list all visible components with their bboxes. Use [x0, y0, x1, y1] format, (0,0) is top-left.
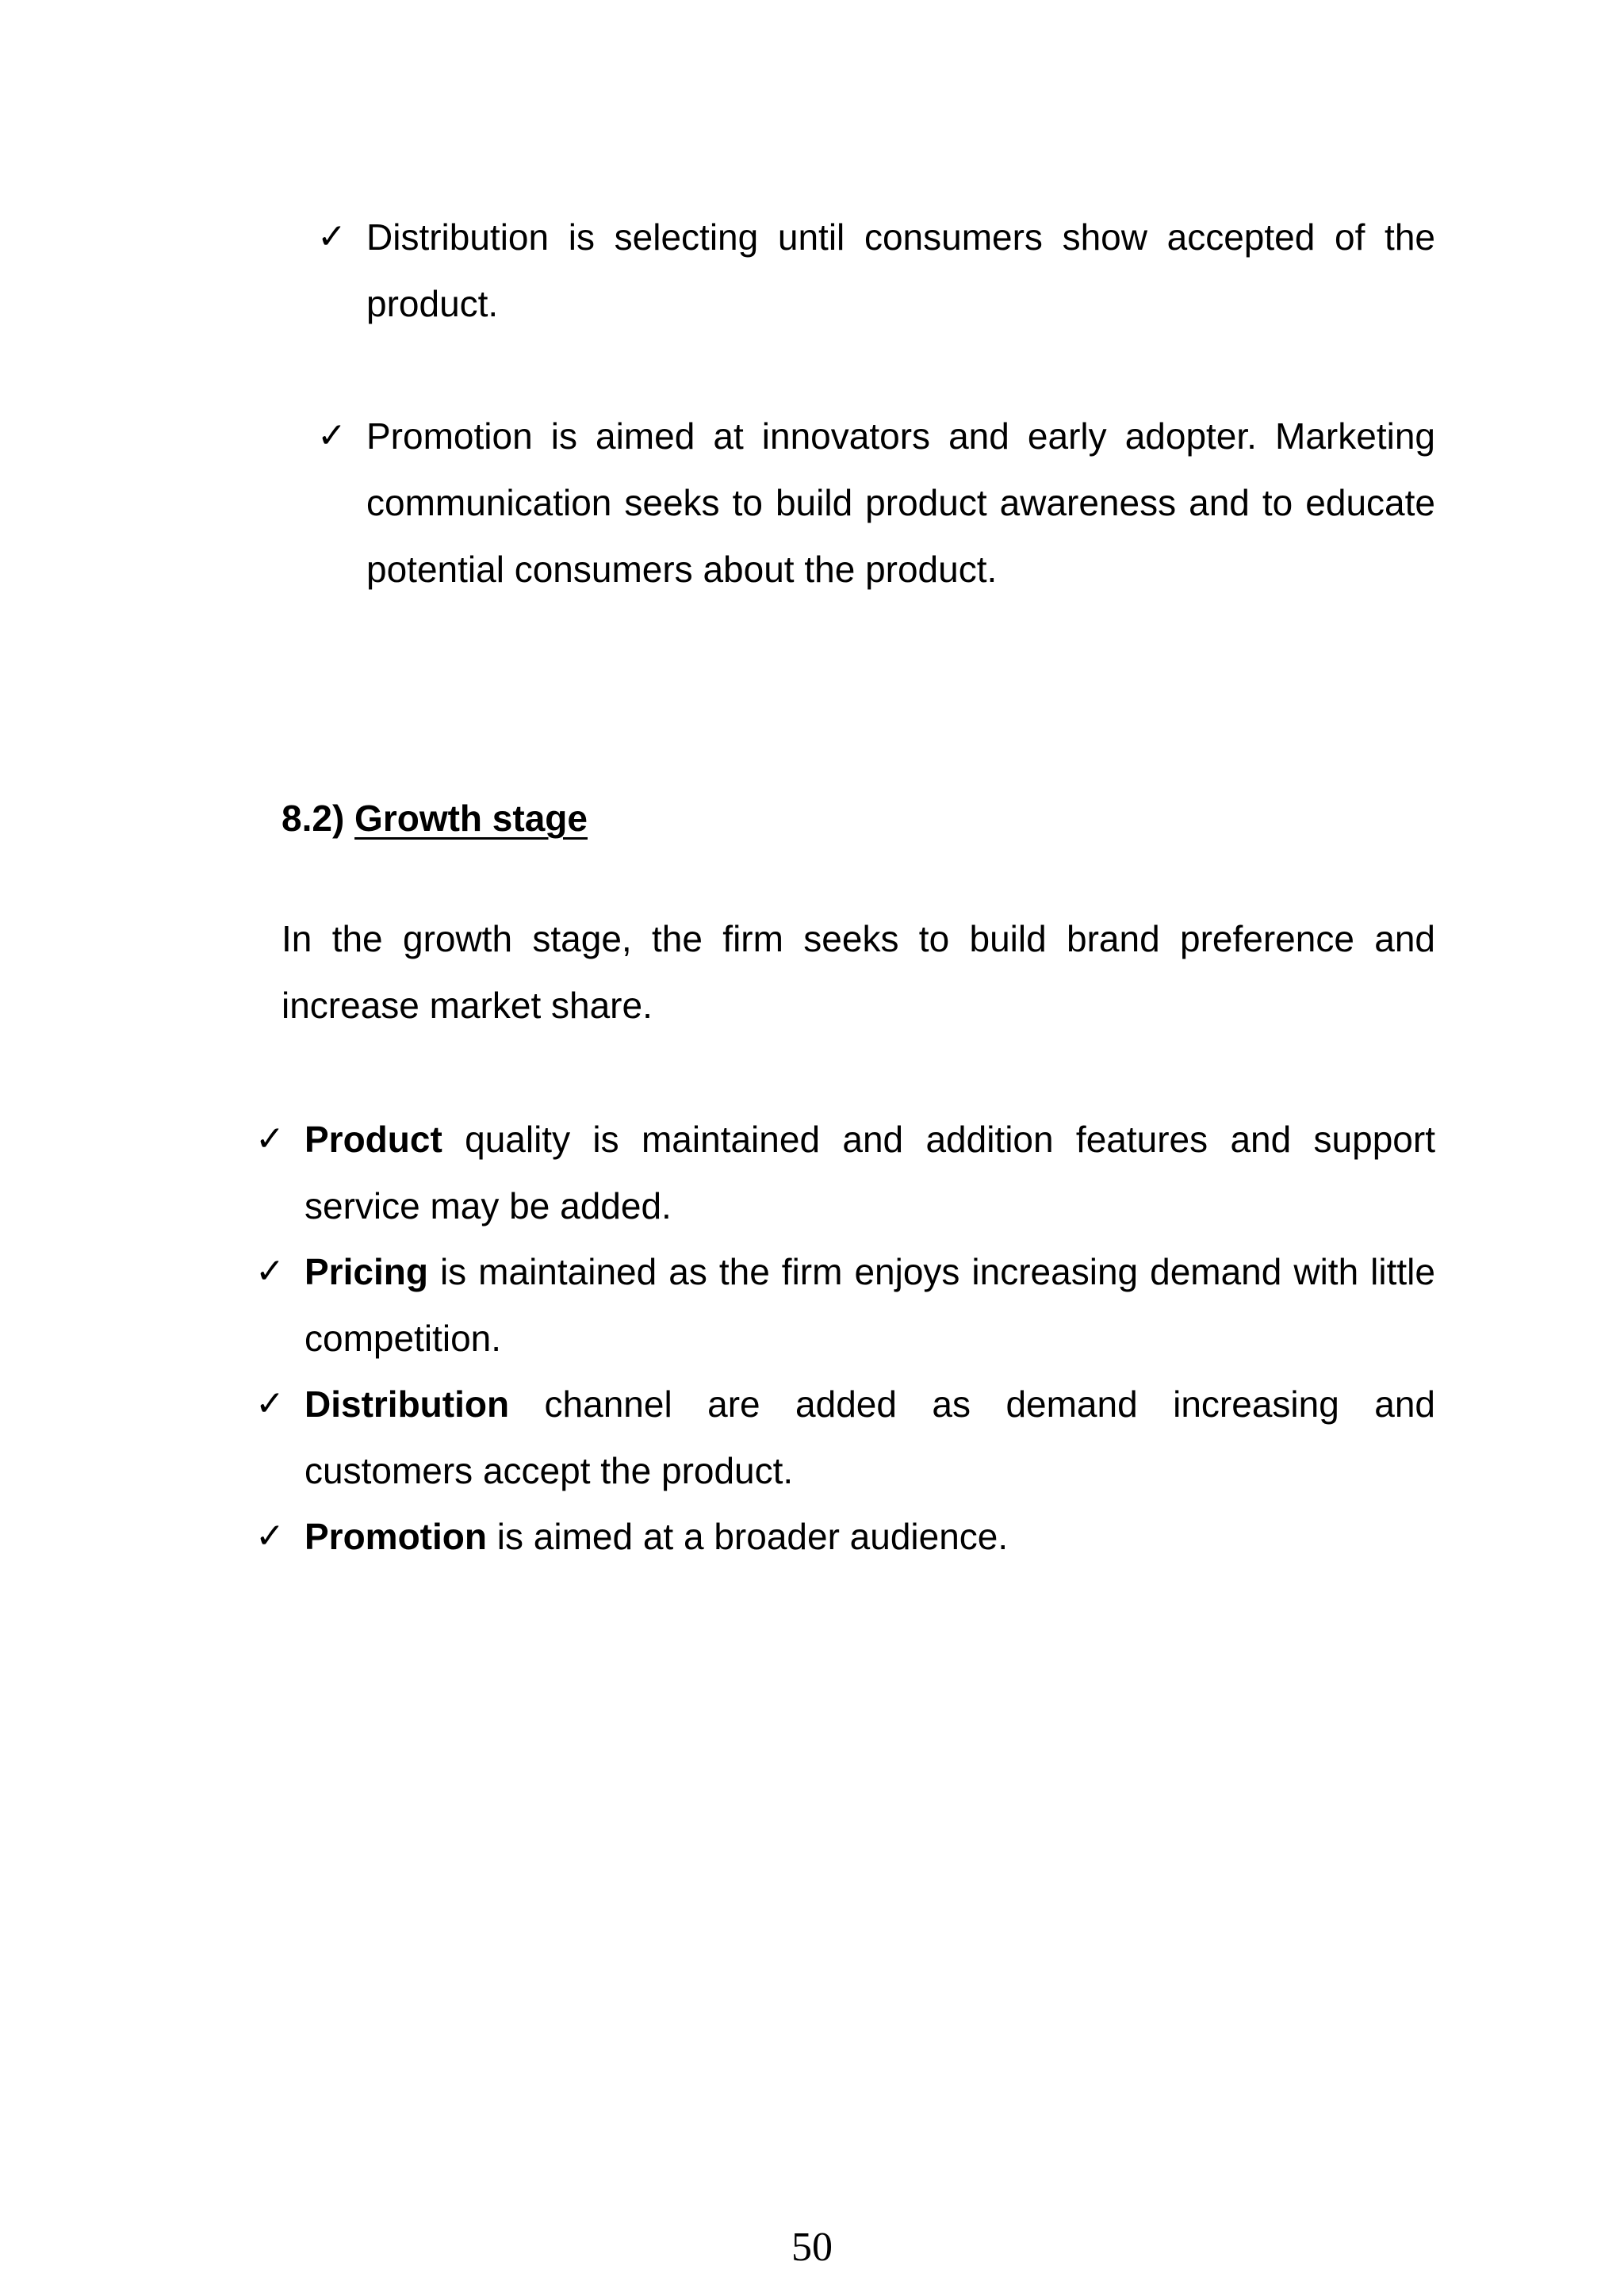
page-number: 50 — [791, 2225, 833, 2270]
section-number: 8.2) — [282, 798, 345, 839]
check-icon: ✓ — [255, 1516, 285, 1556]
section-title: Growth stage — [354, 798, 588, 839]
bullet-pricing — [304, 1238, 1435, 1372]
check-icon: ✓ — [255, 1251, 285, 1292]
bullet-body: is maintained as the firm enjoys increasing demand with little competition. — [304, 1251, 1435, 1359]
bullet-product — [304, 1106, 1435, 1239]
bullet-promotion — [304, 1503, 1435, 1570]
bullet-distribution-selecting: Distribution is selecting until consumers show accepted of the product. — [366, 216, 1435, 324]
check-icon: ✓ — [317, 216, 347, 257]
bullet-distribution — [304, 1371, 1435, 1504]
check-icon: ✓ — [255, 1383, 285, 1424]
bullet-term: Promotion — [304, 1516, 487, 1557]
section-paragraph: In the growth stage, the firm seeks to build brand preference and increase market share. — [282, 918, 1435, 1026]
bullet-promotion-innovators: Promotion is aimed at innovators and early adopter. Marketing communication seeks to build product awareness and to educate potential consumers about the product. — [366, 415, 1435, 590]
bullet-body: quality is maintained and addition features and support service may be added. — [304, 1119, 1435, 1226]
bullet-term: Distribution — [304, 1383, 510, 1425]
bullet-body: is aimed at a broader audience. — [486, 1516, 1009, 1557]
bullet-term: Product — [304, 1119, 442, 1160]
bullet-term: Pricing — [304, 1251, 428, 1292]
check-icon: ✓ — [317, 415, 347, 456]
check-icon: ✓ — [255, 1119, 285, 1159]
section-heading — [282, 785, 588, 851]
bullet-body: channel are added as demand increasing and customers accept the product. — [304, 1383, 1435, 1491]
